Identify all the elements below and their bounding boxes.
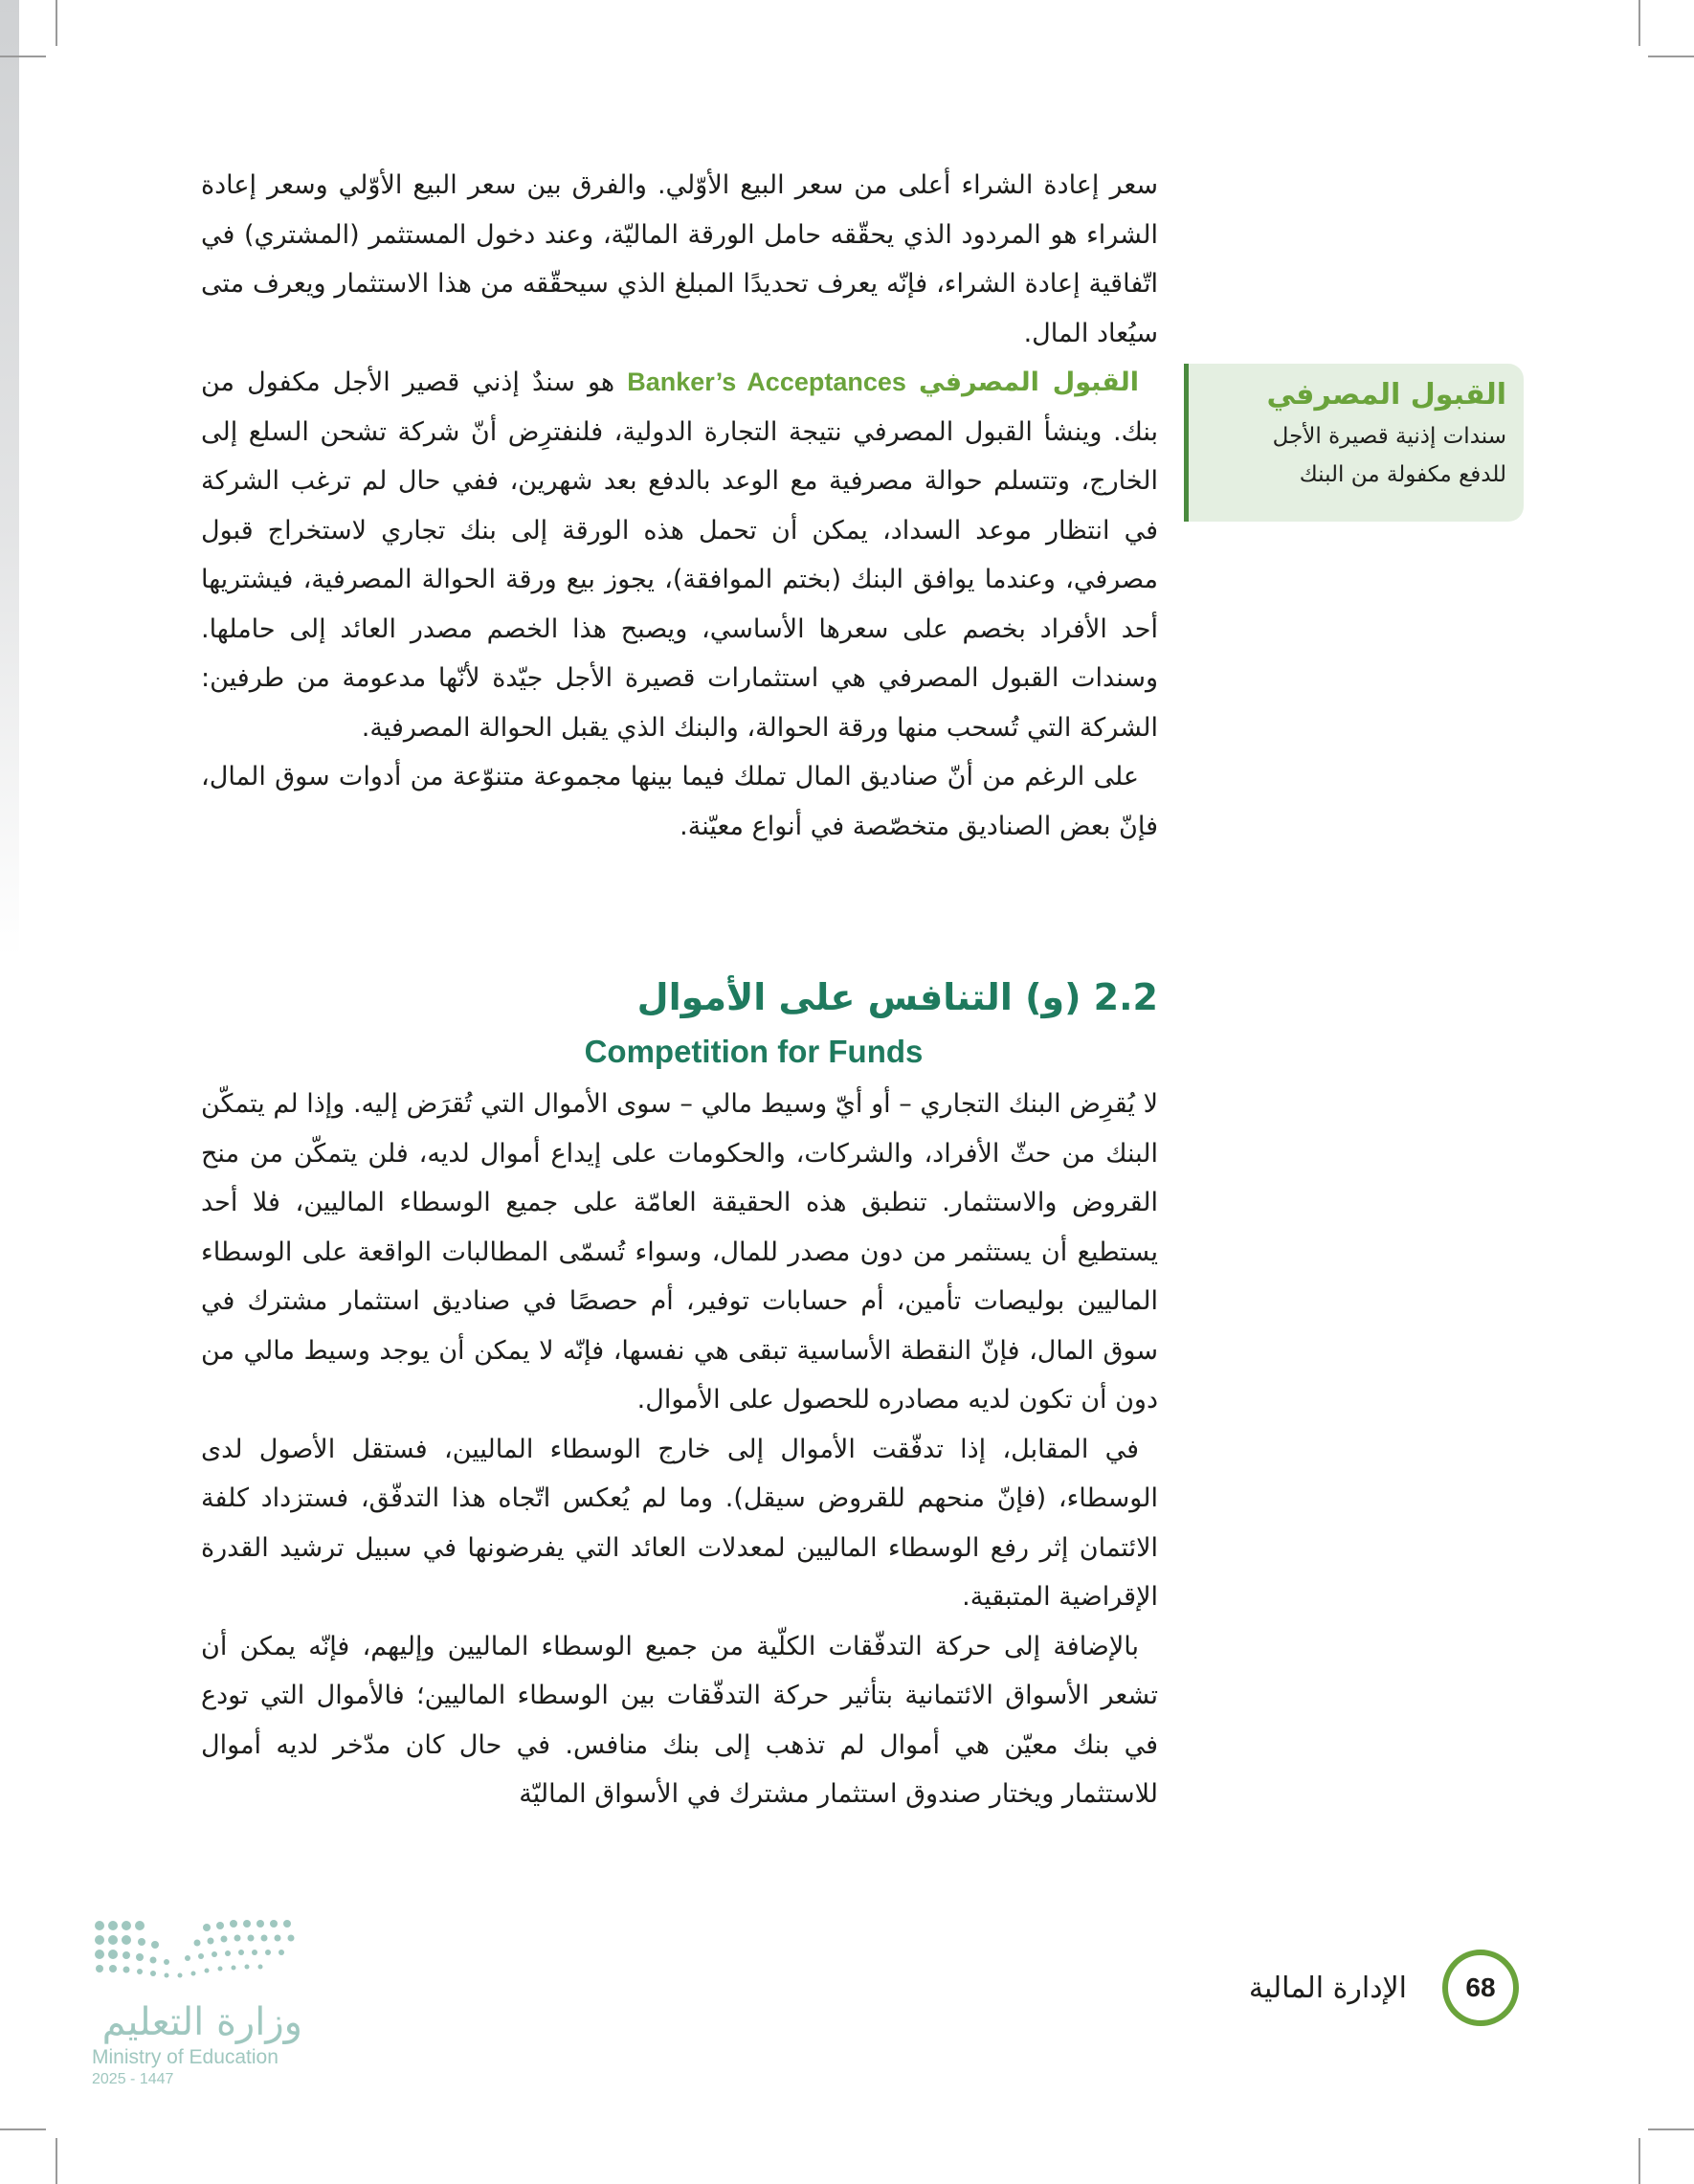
term-bankers-en: Banker’s Acceptances <box>627 368 906 396</box>
crop-mark-tr-v <box>1638 0 1640 46</box>
ministry-logo-dots-icon <box>92 1916 302 1983</box>
paragraph-competition-3: بالإضافة إلى حركة التدفّقات الكلّية من جميع الوسطاء الماليين وإليهم، فإنّه يمكن أن تشعر الأسواق الائتمانية بتأثير حركة التدفّقات بين الوسطاء الماليين؛ فالأموال التي تودع في بنك معيّن هي أموال لم تذهب إلى بنك منافس. في حال كان مدّخر لديه أموال للاستثمار ويختار صندوق استثمار مشترك في الأسواق الماليّة <box>201 1631 1158 1809</box>
crop-mark-bl-v <box>56 2138 57 2184</box>
body-text-top <box>201 161 1158 851</box>
paragraph-competition-1: لا يُقرِض البنك التجاري – أو أيّ وسيط مالي – سوى الأموال التي تُقرَض إليه. وإذا لم يتمكّن البنك من حثّ الأفراد، والشركات، والحكومات على إيداع أموال لديه، فلن يتمكّن من منح القروض والاستثمار. تنطبق هذه الحقيقة العامّة على جميع الوسطاء الماليين، فلا أحد يستطيع أن يستثمر من دون مصدر للمال، وسواء تُسمّى المطالبات الواقعة على الوسطاء الماليين بوليصات تأمين، أم حسابات توفير، أم حصصًا في صناديق استثمار مشترك في سوق المال، فإنّ النقطة الأساسية تبقى هي نفسها، فإنّه لا يمكن أن يوجد وسيط مالي من دون أن تكون لديه مصادره للحصول على الأموال. <box>201 1089 1158 1415</box>
book-spine-shadow <box>0 0 19 957</box>
paragraph-repo-end: سعر إعادة الشراء أعلى من سعر البيع الأوّلي. والفرق بين سعر البيع الأوّلي وسعر إعادة الشراء هو المردود الذي يحقّقه حامل الورقة الماليّة، وعند دخول المستثمر (المشتري) في اتّفاقية إعادة الشراء، فإنّه يعرف تحديدًا المبلغ الذي سيحقّقه من هذا الاستثمار ويعرف متى سيُعاد المال. <box>201 170 1158 348</box>
crop-mark-br-v <box>1638 2138 1640 2184</box>
paragraph-funds-types: على الرغم من أنّ صناديق المال تملك فيما بينها مجموعة متنوّعة من أدوات سوق المال، فإنّ بعض الصناديق متخصّصة في أنواع معيّنة. <box>201 762 1158 841</box>
book-title: الإدارة المالية <box>1248 1972 1407 2005</box>
paragraph-bankers-acceptances <box>201 358 1158 752</box>
bankers-definition: هو سندٌ إذني قصير الأجل مكفول من بنك. وينشأ القبول المصرفي نتيجة التجارة الدولية، فلنفترِض أنّ شركة تشحن السلع إلى الخارج، وتتسلم حوالة مصرفية مع الوعد بالدفع بعد شهرين، ففي حال لم ترغب الشركة في انتظار موعد السداد، يمكن أن تحمل هذه الورقة إلى بنك تجاري لاستخراج قبول مصرفي، وعندما يوافق البنك (بختم الموافقة)، يجوز بيع ورقة الحوالة المصرفية، فيشتريها أحد الأفراد بخصم على سعرها الأساسي، ويصبح هذا الخصم مصدر العائد إلى حاملها. وسندات القبول المصرفي هي استثمارات قصيرة الأجل جيّدة لأنّها مدعومة من طرفين: الشركة التي تُسحب منها ورقة الحوالة، والبنك الذي يقبل الحوالة المصرفية. <box>201 368 1158 743</box>
sidebar-definition-box <box>1184 364 1524 522</box>
section-heading-ar: 2.2 (و) التنافس على الأموال <box>636 976 1158 1018</box>
crop-mark-tl-v <box>56 0 57 46</box>
section-heading-en: Competition for Funds <box>584 1034 924 1069</box>
crop-mark-bl-h <box>0 2128 46 2130</box>
ministry-name-ar: وزارة التعليم <box>101 2000 302 2044</box>
sidebar-line-1: سندات إذنية قصيرة الأجل <box>1272 424 1506 449</box>
sidebar-line-2: للدفع مكفولة من البنك <box>1299 462 1506 487</box>
edition-year: 2025 - 1447 <box>92 2071 174 2087</box>
crop-mark-tr-h <box>1648 56 1694 57</box>
crop-mark-tl-h <box>0 56 46 57</box>
ministry-name-en: Ministry of Education <box>92 2046 279 2068</box>
term-bankers-ar: القبول المصرفي <box>919 368 1139 397</box>
crop-mark-br-h <box>1648 2128 1694 2130</box>
paragraph-competition-2: في المقابل، إذا تدفّقت الأموال إلى خارج الوسطاء الماليين، فستقل الأصول لدى الوسطاء، (فإنّ منحهم للقروض سيقل). وما لم يُعكس اتّجاه هذا التدفّق، فستزداد كلفة الائتمان إثر رفع الوسطاء الماليين لمعدلات العائد التي يفرضونها في سبيل ترشيد القدرة الإقراضية المتبقية. <box>201 1434 1158 1612</box>
sidebar-title: القبول المصرفي <box>1266 378 1506 412</box>
body-text-bottom <box>201 1080 1158 1819</box>
page-number: 68 <box>1442 1950 1519 2026</box>
